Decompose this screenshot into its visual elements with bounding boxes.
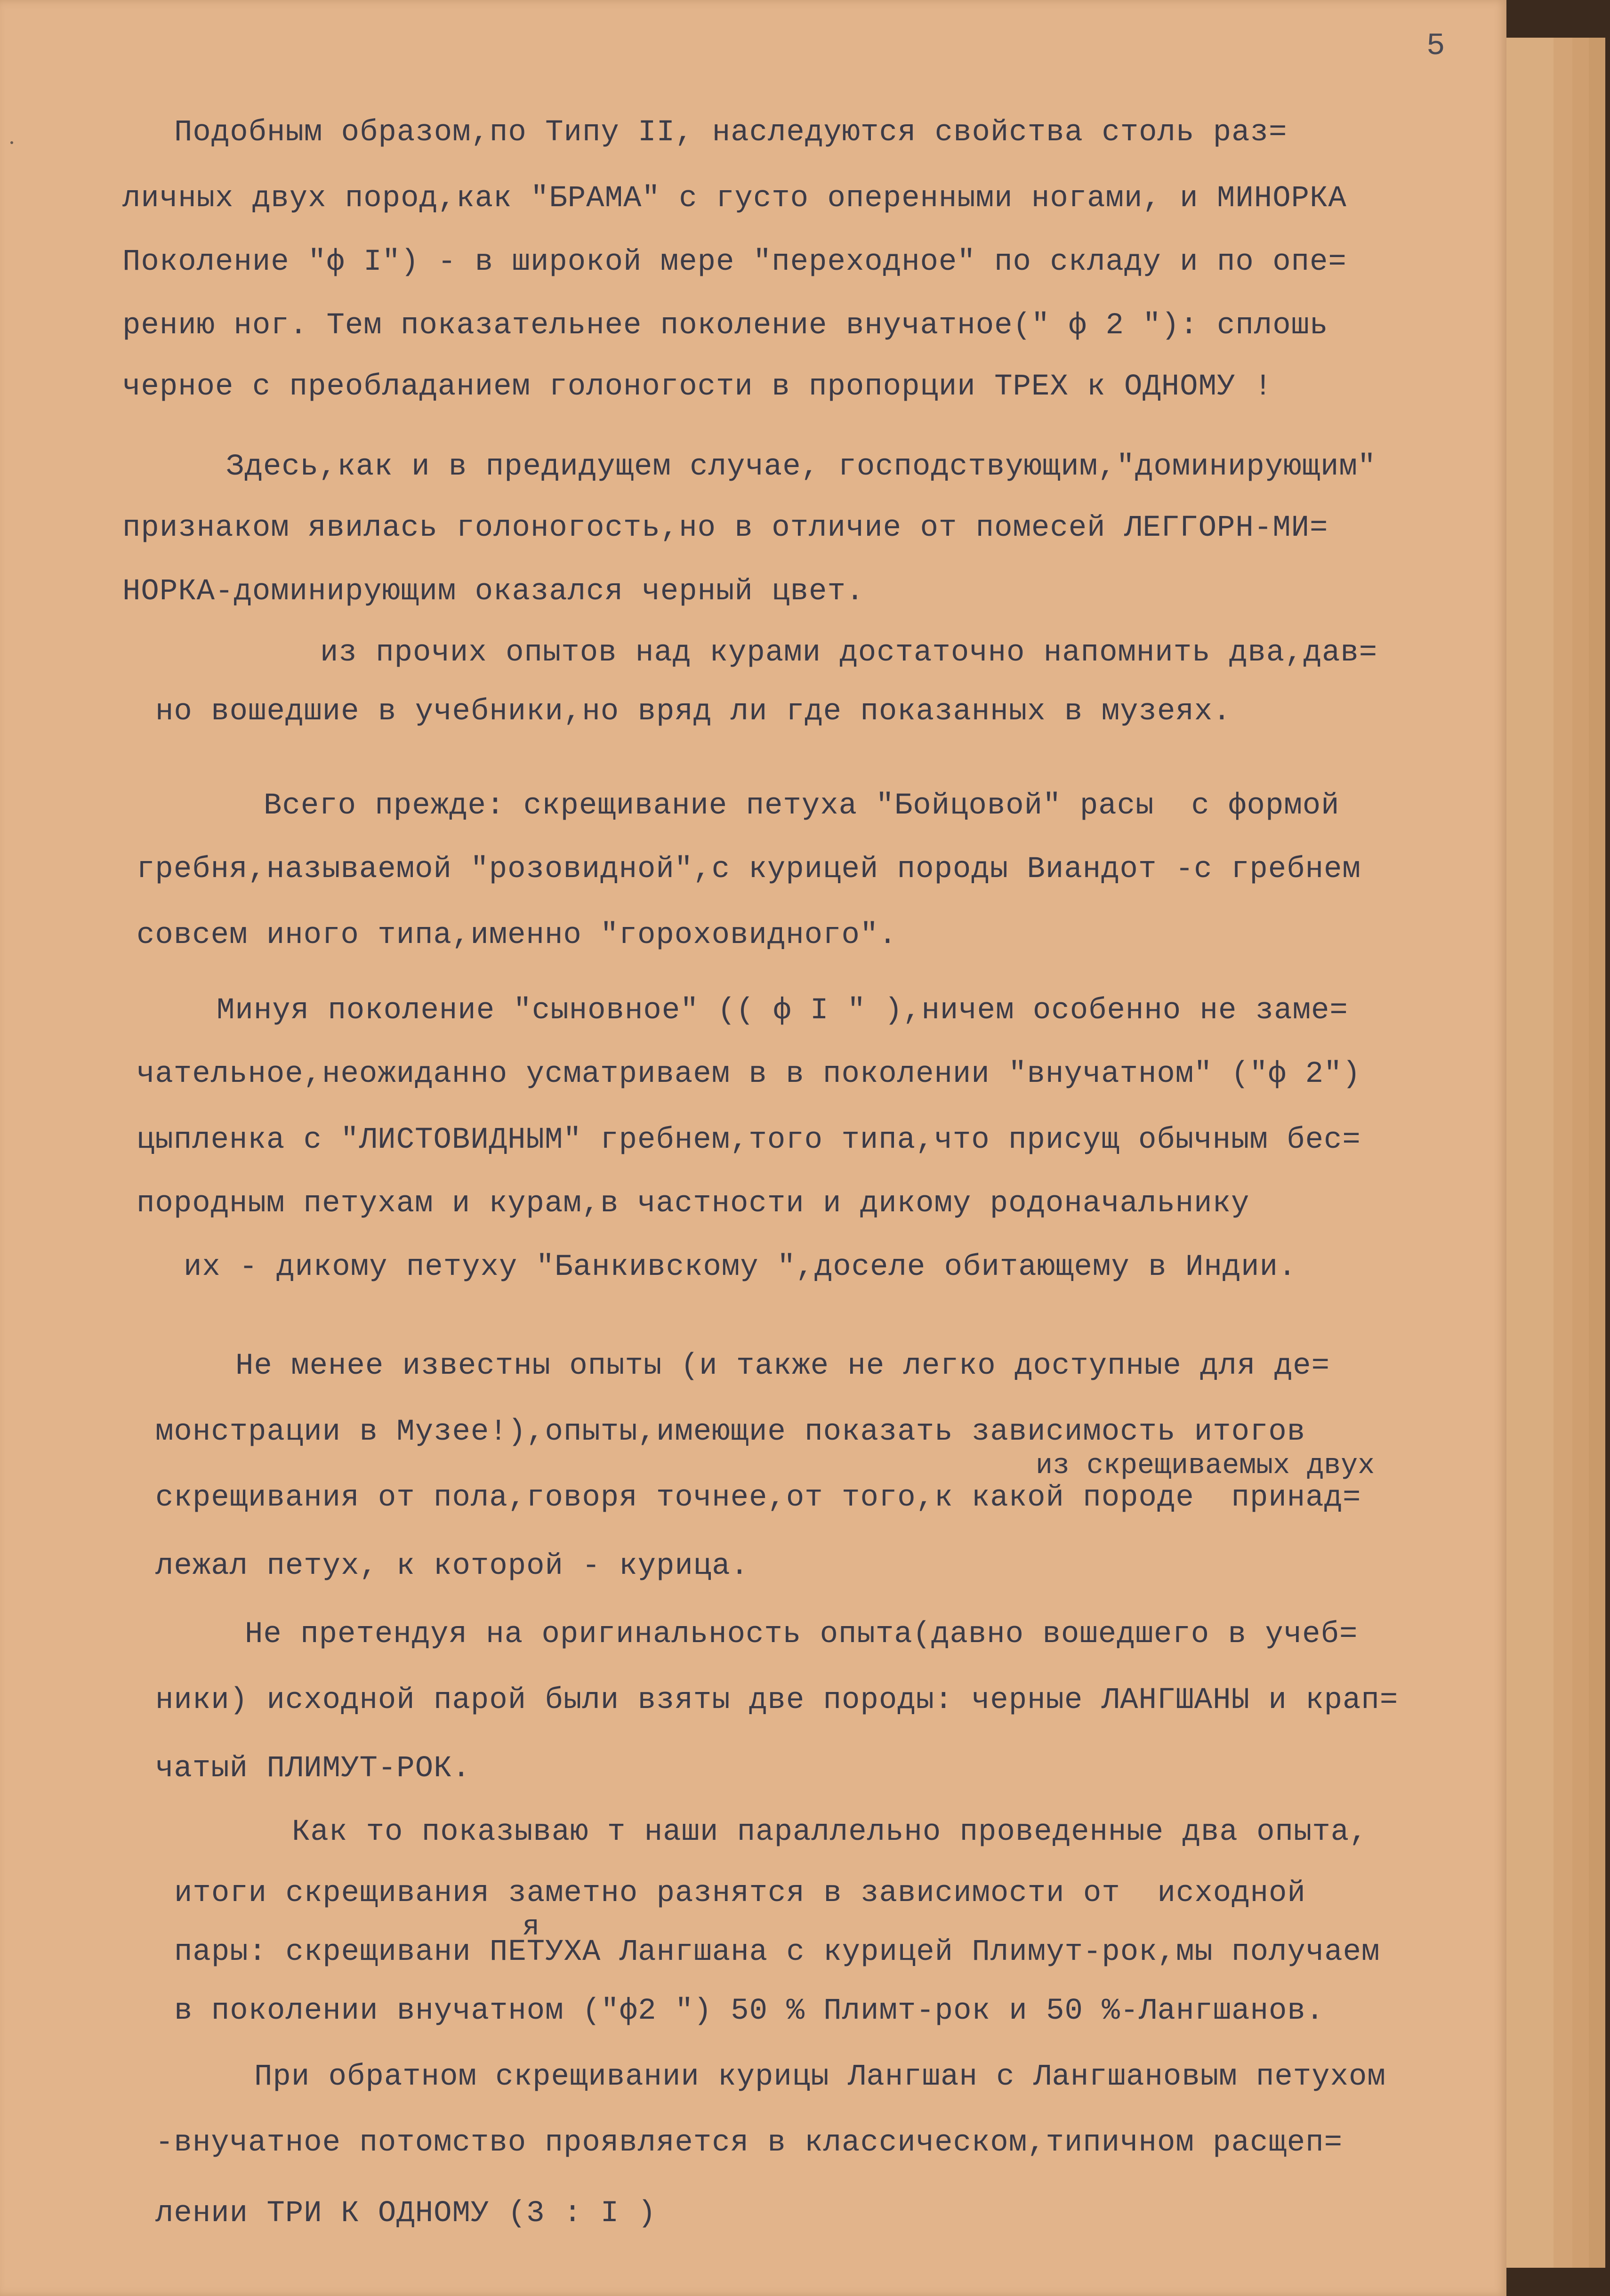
text-line: лежал петух, к которой - курица. — [155, 1549, 749, 1583]
typed-insertion: из скрещиваемых двух — [1036, 1450, 1375, 1482]
text-line: личных двух пород,как "БРАМА" с густо оперенными ногами, и МИНОРКА — [122, 182, 1347, 216]
text-line: Всего прежде: скрещивание петуха "Бойцовой" расы с формой — [264, 789, 1340, 823]
text-line: итоги скрещивания заметно разнятся в зависимости от исходной — [174, 1877, 1306, 1910]
text-line: При обратном скрещивании курицы Лангшан с Лангшановым петухом — [254, 2060, 1386, 2094]
text-line: рению ног. Тем показательнее поколение внучатное(" ф 2 "): сплошь — [122, 309, 1328, 343]
page-number: 5 — [1426, 28, 1445, 64]
text-line: гребня,называемой "розовидной",с курицей породы Виандот -с гребнем — [137, 853, 1361, 886]
text-line: из прочих опытов над курами достаточно напомнить два,дав= — [320, 636, 1378, 670]
text-line: скрещивания от пола,говоря точнее,от того,к какой породе принад= — [155, 1481, 1361, 1515]
paper-speck — [10, 141, 13, 144]
text-line: Здесь,как и в предидущем случае, господствующим,"доминирующим" — [226, 450, 1377, 484]
text-line: Как то показываю т наши параллельно проведенные два опыта, — [292, 1815, 1368, 1849]
text-line: НОРКА-доминирующим оказался черный цвет. — [122, 575, 865, 609]
text-line: черное с преобладанием голоногости в пропорции ТРЕХ к ОДНОМУ ! — [122, 370, 1273, 404]
underlying-page — [1502, 38, 1554, 2268]
text-line: лении ТРИ К ОДНОМУ (3 : I ) — [155, 2197, 656, 2231]
text-line: в поколении внучатном ("ф2 ") 50 % Плимт-рок и 50 %-Лангшанов. — [174, 1994, 1325, 2028]
text-line: Поколение "ф I") - в широкой мере "переходное" по складу и по опе= — [122, 245, 1347, 279]
typed-insertion: я — [523, 1911, 540, 1943]
text-line: Подобным образом,по Типу II, наследуются свойства столь раз= — [174, 116, 1288, 150]
text-line: монстрации в Музее!),опыты,имеющие показать зависимость итогов — [155, 1415, 1306, 1449]
text-line: Не претендуя на оригинальность опыта(давно вошедшего в учеб= — [245, 1618, 1358, 1652]
text-line: их - дикому петуху "Банкивскому ",доселе обитающему в Индии. — [184, 1250, 1297, 1284]
text-line: пары: скрещивани ПЕТУХА Лангшана с курицей Плимут-рок,мы получаем — [174, 1935, 1380, 1969]
text-line: породным петухам и курам,в частности и дикому родоначальнику — [137, 1187, 1250, 1221]
text-line: совсем иного типа,именно "гороховидного". — [137, 918, 897, 952]
text-line: -внучатное потомство проявляется в классическом,типичном расщеп= — [155, 2126, 1343, 2160]
text-line: цыпленка с "ЛИСТОВИДНЫМ" гребнем,того типа,что присущ обычным бес= — [137, 1123, 1361, 1157]
text-line: чатый ПЛИМУТ-РОК. — [155, 1752, 471, 1786]
text-line: Не менее известны опыты (и также не легко доступные для де= — [235, 1349, 1330, 1383]
text-line: ники) исходной парой были взяты две породы: черные ЛАНГШАНЫ и крап= — [155, 1684, 1399, 1717]
text-line: но вошедшие в учебники,но вряд ли где показанных в музеях. — [155, 695, 1232, 729]
text-line: признаком явилась голоногость,но в отличие от помесей ЛЕГГОРН-МИ= — [122, 511, 1328, 545]
text-line: чательное,неожиданно усматриваем в в поколении "внучатном" ("ф 2") — [137, 1057, 1361, 1091]
text-line: Минуя поколение "сыновное" (( ф I " ),ничем особенно не заме= — [217, 994, 1348, 1028]
